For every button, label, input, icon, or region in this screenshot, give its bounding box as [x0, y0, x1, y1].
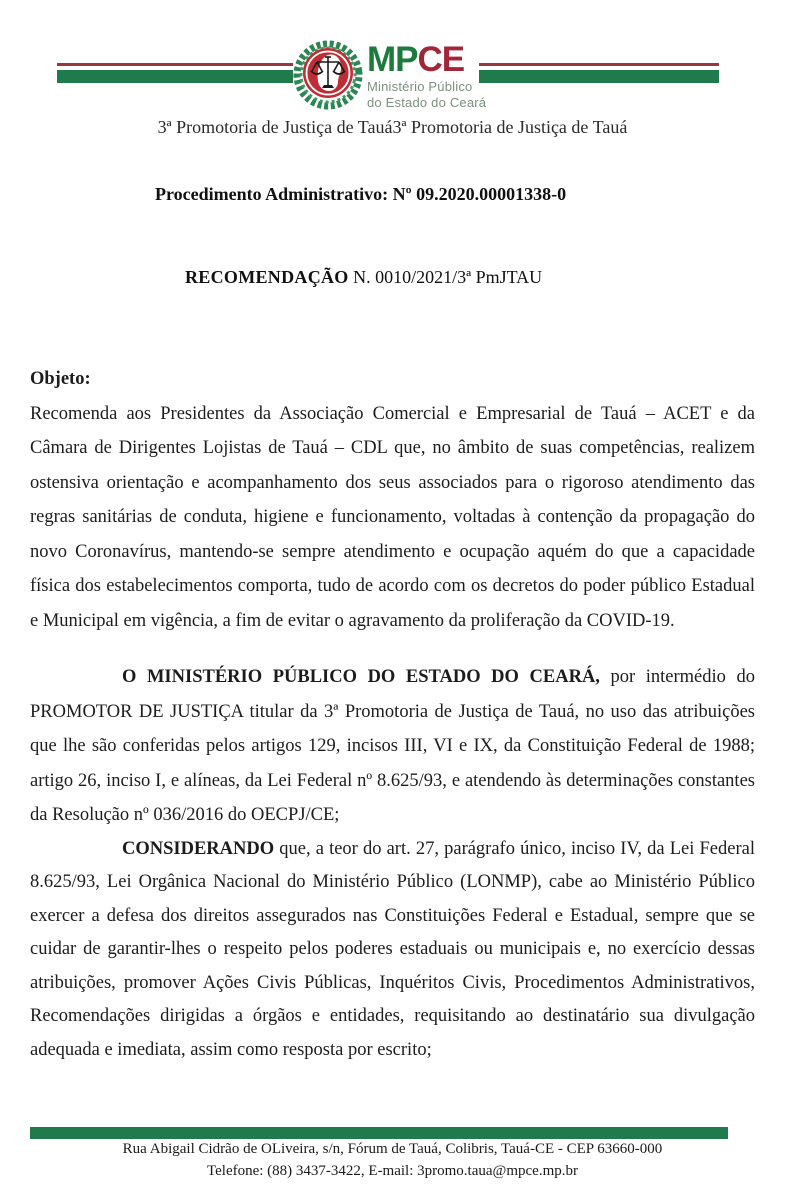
ministerio-paragraph: [30, 660, 755, 833]
considerando-paragraph: [30, 833, 755, 1068]
recomendacao-title: [185, 267, 542, 288]
divider-red-line: [57, 63, 293, 66]
mpce-logo-subtitle-2: do Estado do Ceará: [367, 95, 487, 110]
header-divider-right: [479, 63, 719, 83]
footer-address: Rua Abigail Cidrão de OLiveira, s/n, Fórum de Tauá, Colibris, Tauá-CE - CEP 63660-000: [122, 1141, 663, 1157]
considerando-paragraph-lead: CONSIDERANDO: [122, 838, 275, 859]
mpce-logo-acronym: [367, 42, 486, 77]
promotoria-title: 3ª Promotoria de Justiça de Tauá3ª Promotoria de Justiça de Tauá: [157, 117, 628, 137]
ministerio-paragraph-rest: por intermédio do PROMOTOR DE JUSTIÇA titular da 3ª Promotoria de Justiça de Tauá, no uso das atribuições que lhe são conferidas pelos artigos 129, incisos III, VI e IX, da Constituição Federal de 1988; artigo 26, inciso I, e alíneas, da Lei Federal nº 8.625/93, e atendendo às determinações constantes da Resolução nº 036/2016 do OECPJ/CE;: [30, 667, 755, 825]
recomendacao-label: RECOMENDAÇÃO: [185, 267, 349, 287]
divider-green-bar: [479, 70, 719, 83]
objeto-label: Objeto:: [30, 369, 91, 389]
ministerio-paragraph-lead: O MINISTÉRIO PÚBLICO DO ESTADO DO CEARÁ,: [122, 667, 600, 687]
procedimento-number: Procedimento Administrativo: Nº 09.2020.00001338-0: [155, 184, 567, 204]
considerando-paragraph-rest: que, a teor do art. 27, parágrafo único, inciso IV, da Lei Federal 8.625/93, Lei Orgânica Nacional do Ministério Público (LONMP), cabe ao Ministério Público exercer a defesa dos direitos assegurados nas Constituições Federal e Estadual, sempre que se cuidar de garantir-lhes o respeito pelos poderes estaduais ou municipais e, no exercício dessas atribuições, promover Ações Civis Públicas, Inquéritos Civis, Procedimentos Administrativos, Recomendações dirigidas a órgãos e entidades, requisitando ao destinatário sua divulgação adequada e imediata, assim como resposta por escrito;: [30, 838, 755, 1060]
mpce-logo-subtitle-1: Ministério Público: [367, 79, 473, 94]
footer-contact: Telefone: (88) 3437-3422, E-mail: 3promo.taua@mpce.mp.br: [207, 1163, 578, 1179]
document-body: [30, 362, 755, 1067]
mpce-logo-ce: CE: [417, 40, 465, 79]
mpce-logo-mp: MP: [367, 40, 418, 79]
mpce-emblem-icon: [291, 34, 365, 114]
recomendacao-number: N. 0010/2021/3ª PmJTAU: [348, 267, 543, 287]
header-divider-left: [57, 63, 293, 83]
objeto-paragraph: Recomenda aos Presidentes da Associação Comercial e Empresarial de Tauá – ACET e da Câmara de Dirigentes Lojistas de Tauá – CDL que, no âmbito de suas competências, realizem ostensiva orientação e acompanhamento dos seus associados para o rigoroso atendimento das regras sanitárias de conduta, higiene e funcionamento, voltadas à contenção da propagação do novo Coronavírus, mantendo-se sempre atendimento e ocupação aquém do que a capacidade física dos estabelecimentos comporta, tudo de acordo com os decretos do poder público Estadual e Municipal em vigência, a fim de evitar o agravamento da proliferação da COVID-19.: [30, 403, 755, 631]
mpce-logo: [367, 42, 486, 109]
divider-green-bar: [57, 70, 293, 83]
divider-red-line: [479, 63, 719, 66]
footer-divider-bar: [30, 1127, 728, 1139]
